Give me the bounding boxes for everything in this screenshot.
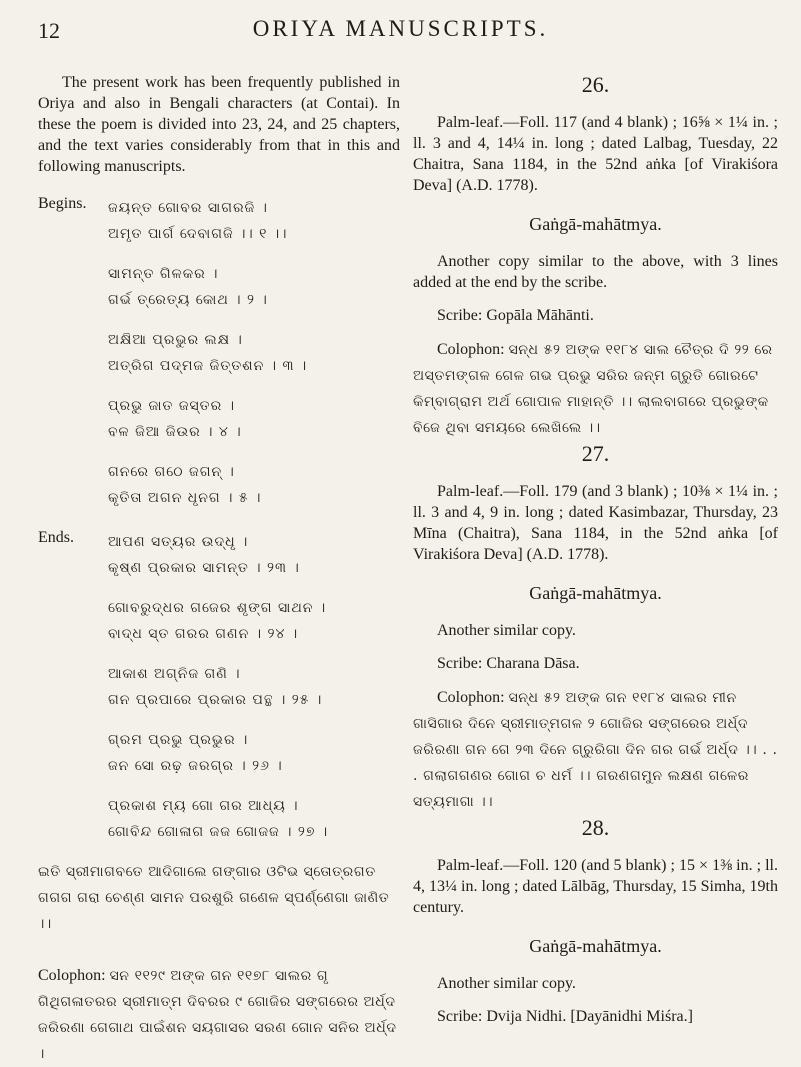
colophon-text: ସନ୍ଧ ୫୨ ଅଙ୍କ ୧୧୮୪ ସାଲ ଚୈତ୍ର ଦି ୨୨ ରେ ଅସ୍ତମଙ୍ଗଳ ଗେଳ ଗଭ ପ୍ରଭୁ ସରିର ଜନ୍ମ ଗ୍ରୁତି ଗୋରଟେ କିମ୍ବାଗ୍ରାମ ଅର୍ଥ ଗୋପାଳ ମାହାନ୍ତି ।। ଲାଲବାଗରେ ପ୍ରଭୁଙ୍କ ବିଜେ ଥିବା ସମୟରେ ଲେଖିଲେ ।। (413, 342, 773, 436)
verse-line: ପ୍ରକାଶ ମ୍ୟ ଗୋ ଗର ଆଧ୍ୟ । (108, 798, 299, 814)
scribe-name: Dvija Nidhi. [Dayānidhi Miśra.] (486, 1008, 693, 1025)
entry-colophon (413, 685, 778, 815)
entry-title: Gaṅgā-mahātmya. (529, 214, 662, 234)
entry-note: Another similar copy. (437, 622, 576, 639)
scribe-label: Scribe: (437, 655, 483, 672)
verse-couplet (108, 727, 400, 779)
ends-label: Ends. (38, 529, 74, 546)
entry-description: Palm-leaf.—Foll. 120 (and 5 blank) ; 15 × 1⅜ in. ; ll. 4, 13¼ in. long ; dated Lālbāg, Thursday, 15 Simha, 19th century. (413, 857, 778, 916)
entry-scribe (413, 305, 778, 327)
entry-colophon (413, 337, 778, 441)
entry-description: Palm-leaf.—Foll. 117 (and 4 blank) ; 16⅝ × 1¼ in. ; ll. 3 and 4, 14¼ in. long ; dated Lalbag, Tuesday, 22 Chaitra, Sana 1184, in the 52nd aṅka [of Virakiśora Deva] (A.D. 1778). (413, 114, 778, 194)
entry-number: 27. (581, 441, 610, 466)
verse-couplet (108, 595, 400, 647)
left-colophon (38, 963, 400, 1067)
verse-line: ଆକାଶ ଅଗ୍ନିଜ ଗଣି । (108, 666, 241, 682)
begins-label: Begins. (38, 195, 87, 212)
entry-title: Gaṅgā-mahātmya. (529, 583, 662, 603)
page-number: 12 (38, 18, 60, 43)
scribe-label: Scribe: (437, 1008, 483, 1025)
entry-title: Gaṅgā-mahātmya. (529, 936, 662, 956)
verse-line: ଗର୍ଭ ତ୍ରେତ୍ୟ କୋଥ । ୨ । (108, 292, 268, 308)
entry-number: 28. (581, 815, 610, 840)
verse-line: ଅକ୍ଷିଆ ପ୍ରଭୁର ଲକ୍ଷ । (108, 332, 243, 348)
entry-description: Palm-leaf.—Foll. 179 (and 3 blank) ; 10⅜ × 1¼ in. ; ll. 3 and 4, 9 in. long ; dated Kasimbazar, Thursday, 23 Mīna (Chaitra), Sana 1184, in the 52nd aṅka [of Virakiśora Deva] (A.D. 1778). (413, 483, 778, 563)
scribe-label: Scribe: (437, 307, 483, 324)
begins-section (38, 195, 400, 511)
left-colophon-label: Colophon: (38, 967, 106, 984)
verse-line: ଗୋବରୁଦ୍ଧର ଗଜେର ଶୃଙ୍ଗ ସାଥନ । (108, 600, 327, 616)
verse-couplet (108, 327, 400, 379)
verse-couplet (108, 661, 400, 713)
verse-couplet (108, 261, 400, 313)
verse-line: ଗନରେ ଗଠେ ଜଗନ୍ । (108, 464, 235, 480)
verse-line: ବଳ ଜିଆ ଜିଉର । ୪ । (108, 424, 242, 440)
verse-line: ଗନ ପ୍ରପାରେ ପ୍ରକାର ପନ୍ଥ । ୨୫ । (108, 692, 323, 708)
catalogue-entry (413, 72, 778, 441)
verse-couplet (108, 195, 400, 247)
catalogue-entry (413, 815, 778, 1028)
ends-section (38, 529, 400, 845)
verse-line: ଗ୍ରମ ପ୍ରଭୁ ପ୍ରଭୁର । (108, 732, 249, 748)
verse-line: କୃଷ୍ଣ ପ୍ରକାର ସାମନ୍ତ । ୨୩ । (108, 560, 300, 576)
ends-prose: ଇତି ସ୍ରୀମାଗବତେ ଆଦିଗାଲେ ଗଙ୍ଗାର ଓଟିଭ ସ୍ତୋତ୍ରଗତ ଗଗଗ ଗରା ଚେଣ୍ଣ ସାମନ ପରଶୁରି ଗଣେଳ ସ୍ପର୍ଣ୍ଣେଗା ଜାଣିତ ।। (38, 864, 390, 932)
verse-line: ଗୋବିନ୍ଦ ଗୋଳାଗ ଜଜ ଗୋଜଜ । ୨୭ । (108, 824, 329, 840)
colophon-text: ସନ୍ଧ ୫୨ ଅଙ୍କ ଗନ ୧୧୮୪ ସାଲର ମୀନ ଗାସିଗାର ଦିନେ ସ୍ରୀମାତ୍ମଗଳ ୨ ଗୋଜିର ସଙ୍ଗରେର ଅର୍ଧ୍ଦ ଜରିରଣା ଗନ ଗେ ୨୩ ଦିନେ ଗ୍ରୁରିଗା ଦିନ ଗର ଗର୍ଭ ଅର୍ଧ୍ଦ ।। . . . ଗଲାଗଗଣର ଗୋଗ ଚ ଧର୍ମ ।। ଗରଣଗମୁନ ଲକ୍ଷଣ ଗଳେର ସତ୍ୟମାଗା ।। (413, 690, 778, 810)
begins-verses (108, 195, 400, 511)
entry-scribe (413, 1006, 778, 1028)
verse-line: ଜୟନ୍ତ ଗୋବର ସାଗରଜି । (108, 200, 268, 216)
intro-paragraph (38, 72, 400, 177)
catalogue-entry (413, 441, 778, 815)
right-column (413, 72, 778, 1028)
scribe-name: Charana Dāsa. (486, 655, 580, 672)
verse-line: ପ୍ରଭୁ ଜାତ ଜସ୍ତର । (108, 398, 235, 414)
verse-couplet (108, 459, 400, 511)
entry-scribe (413, 653, 778, 675)
verse-line: ବାଦ୍ଧ ସ୍ତ ଗରର ଗଣନ । ୨୪ । (108, 626, 299, 642)
running-head: ORIYA MANUSCRIPTS. (252, 16, 549, 41)
verse-couplet (108, 529, 400, 581)
verse-line: କୃତିତା ଅଗନ ଧୃନଗ । ୫ । (108, 490, 262, 506)
entry-note: Another similar copy. (437, 975, 576, 992)
verse-line: ସାମନ୍ତ ଗିଳକର । (108, 266, 219, 282)
left-colophon-text: ସନ ୧୧୨୯ ଅଙ୍କ ଗନ ୧୧୭୮ ସାଲର ଗୃ ଗିଥିଗଳାତରର ସ୍ରୀମାତ୍ମ ଦିବରର ୯ ଗୋଜିର ସଙ୍ଗରେର ଅର୍ଧ୍ଦ ଜରିରଣା ଗେଗାଥ ପାଇଁଶନ ସୟଗାସର ସରଣ ଗୋନ ସନିର ଅର୍ଧ୍ଦ । (38, 968, 397, 1062)
verse-line: ଅତ୍ରିଗ ପଦ୍ମଜ ଜିତ୍ତଶନ । ୩ । (108, 358, 308, 374)
verse-couplet (108, 393, 400, 445)
verse-line: ଜନ ସୋ ରଢ଼ ଜରଗ୍ର । ୨୬ । (108, 758, 283, 774)
page-header (0, 8, 801, 48)
colophon-label: Colophon: (437, 689, 505, 706)
entry-note: Another copy similar to the above, with 3 lines added at the end by the scribe. (413, 253, 778, 291)
colophon-label: Colophon: (437, 341, 505, 358)
verse-line: ଅମୃତ ପାର୍ଗ ଦେବାଗଜି ।। ୧ ।। (108, 226, 288, 242)
intro-text: The present work has been frequently published in Oriya and also in Bengali characters (at Contai). In these the poem is divided into 23, 24, and 25 chapters, and the text varies considerably from that in this and following manuscripts. (38, 74, 400, 175)
verse-line: ଆପଣ ସତ୍ୟର ଉଦ୍ଧୃ । (108, 534, 249, 550)
entry-number: 26. (581, 72, 610, 97)
verse-couplet (108, 793, 400, 845)
scribe-name: Gopāla Māhānti. (486, 307, 594, 324)
ends-verses (108, 529, 400, 845)
left-column (38, 72, 400, 1067)
